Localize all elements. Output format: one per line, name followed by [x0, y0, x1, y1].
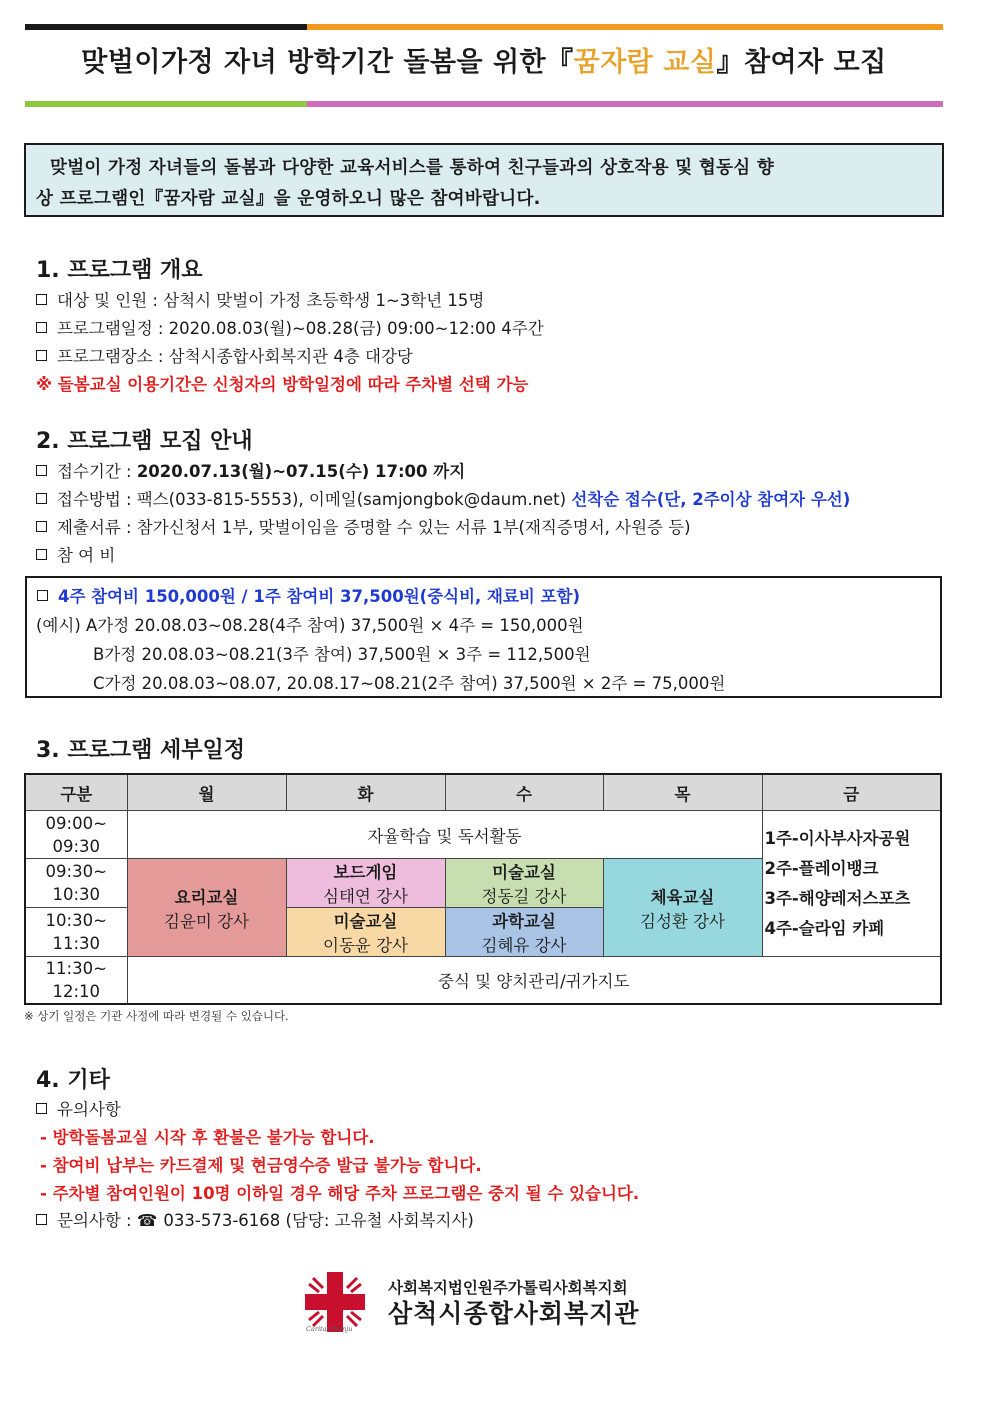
schedule-table	[24, 773, 942, 1005]
checkbox-icon	[36, 294, 47, 305]
time-cell: 11:30~ 12:10	[25, 957, 127, 1005]
section-1-heading: 1. 프로그램 개요	[36, 258, 203, 283]
list-item: 프로그램일정 : 2020.08.03(월)~08.28(금) 09:00~12:00 4주간	[36, 315, 544, 339]
column-header: 구분	[25, 774, 127, 811]
column-header: 수	[445, 774, 603, 811]
phone-icon: ☎	[136, 1211, 158, 1230]
caritas-logo-icon	[305, 1272, 365, 1332]
list-item: 프로그램장소 : 삼척시종합사회복지관 4층 대강당	[36, 343, 413, 367]
notice-text: ※ 돌봄교실 이용기간은 신청자의 방학일정에 따라 주차별 선택 가능	[36, 375, 529, 394]
section-4-heading: 4. 기타	[36, 1068, 110, 1093]
section-3-heading: 3. 프로그램 세부일정	[36, 738, 245, 763]
page-title: 맞벌이가정 자녀 방학기간 돌봄을 위한『꿈자람 교실』참여자 모집	[81, 47, 887, 78]
friday-cell: 1주-이사부사자공원 2주-플레이뱅크 3주-해양레저스포츠 4주-슬라임 카페	[762, 811, 941, 957]
fee-example-c: C가정 20.08.03~08.07, 20.08.17~08.21(2주 참여) 37,500원 × 2주 = 75,000원	[93, 674, 726, 693]
top-rule	[25, 24, 943, 30]
list-item: 유의사항	[36, 1096, 121, 1120]
checkbox-icon	[36, 465, 47, 476]
section-2-heading: 2. 프로그램 모집 안내	[36, 429, 253, 454]
list-item: 제출서류 : 참가신청서 1부, 맞벌이임을 증명할 수 있는 서류 1부(재직증명서, 사원증 등)	[36, 514, 691, 538]
list-item: 참 여 비	[36, 542, 115, 566]
cooking-class-cell: 요리교실 김윤미 강사	[127, 859, 286, 957]
checkbox-icon	[36, 521, 47, 532]
pe-class-cell: 체육교실 김성환 강사	[603, 859, 762, 957]
column-header: 화	[286, 774, 445, 811]
column-header: 월	[127, 774, 286, 811]
intro-box: 맞벌이 가정 자녀들의 돌봄과 다양한 교육서비스를 통하여 친구들과의 상호작용 및 협동심 향 상 프로그램인『꿈자람 교실』을 운영하오니 많은 참여바랍니다.	[24, 143, 944, 217]
list-item: 접수방법 : 팩스(033-815-5553), 이메일(samjongbok@daum.net) 선착순 접수(단, 2주이상 참여자 우선)	[36, 486, 850, 510]
checkbox-icon	[36, 1103, 47, 1114]
schedule-note: ※ 상기 일정은 기관 사정에 따라 변경될 수 있습니다.	[24, 1009, 289, 1023]
fee-headline: 4주 참여비 150,000원 / 1주 참여비 37,500원(중식비, 재료비 포함)	[37, 583, 580, 607]
fee-box	[25, 576, 942, 698]
lunch-cell: 중식 및 양치관리/귀가지도	[127, 957, 941, 1005]
org-parent: 사회복지법인원주가톨릭사회복지회	[388, 1279, 628, 1297]
time-cell: 10:30~ 11:30	[25, 908, 127, 957]
caution-item: - 방학돌봄교실 시작 후 환불은 불가능 합니다.	[40, 1128, 375, 1147]
table-row	[25, 957, 941, 1005]
caution-item: - 참여비 납부는 카드결제 및 현금영수증 발급 불가능 합니다.	[40, 1156, 482, 1175]
self-study-cell: 자율학습 및 독서활동	[127, 811, 762, 859]
checkbox-icon	[36, 493, 47, 504]
time-cell: 09:30~ 10:30	[25, 859, 127, 908]
table-row	[25, 811, 941, 859]
column-header: 목	[603, 774, 762, 811]
list-item: 접수기간 : 2020.07.13(월)~07.15(수) 17:00 까지	[36, 458, 465, 482]
checkbox-icon	[37, 590, 48, 601]
board-game-cell: 보드게임 심태연 강사	[286, 859, 445, 908]
time-cell: 09:00~ 09:30	[25, 811, 127, 859]
column-header: 금	[762, 774, 941, 811]
fee-example-a: (예시) A가정 20.08.03~08.28(4주 참여) 37,500원 × 4주 = 150,000원	[36, 616, 584, 635]
fee-example-b: B가정 20.08.03~08.21(3주 참여) 37,500원 × 3주 = 112,500원	[93, 645, 591, 664]
art-class-tue-cell: 미술교실 이동윤 강사	[286, 908, 445, 957]
table-header-row	[25, 774, 941, 811]
checkbox-icon	[36, 549, 47, 560]
logo-caption: Caritas Wonju	[306, 1325, 353, 1333]
title-underline	[25, 101, 943, 107]
checkbox-icon	[36, 1214, 47, 1225]
art-class-wed-cell: 미술교실 정동길 강사	[445, 859, 603, 908]
checkbox-icon	[36, 322, 47, 333]
checkbox-icon	[36, 350, 47, 361]
caution-item: - 주차별 참여인원이 10명 이하일 경우 해당 주차 프로그램은 중지 될 수 있습니다.	[40, 1184, 640, 1203]
science-class-cell: 과학교실 김혜유 강사	[445, 908, 603, 957]
list-item: 대상 및 인원 : 삼척시 맞벌이 가정 초등학생 1~3학년 15명	[36, 287, 484, 311]
org-name: 삼척시종합사회복지관	[388, 1299, 640, 1328]
list-item: 문의사항 : ☎ 033-573-6168 (담당: 고유철 사회복지사)	[36, 1207, 474, 1231]
